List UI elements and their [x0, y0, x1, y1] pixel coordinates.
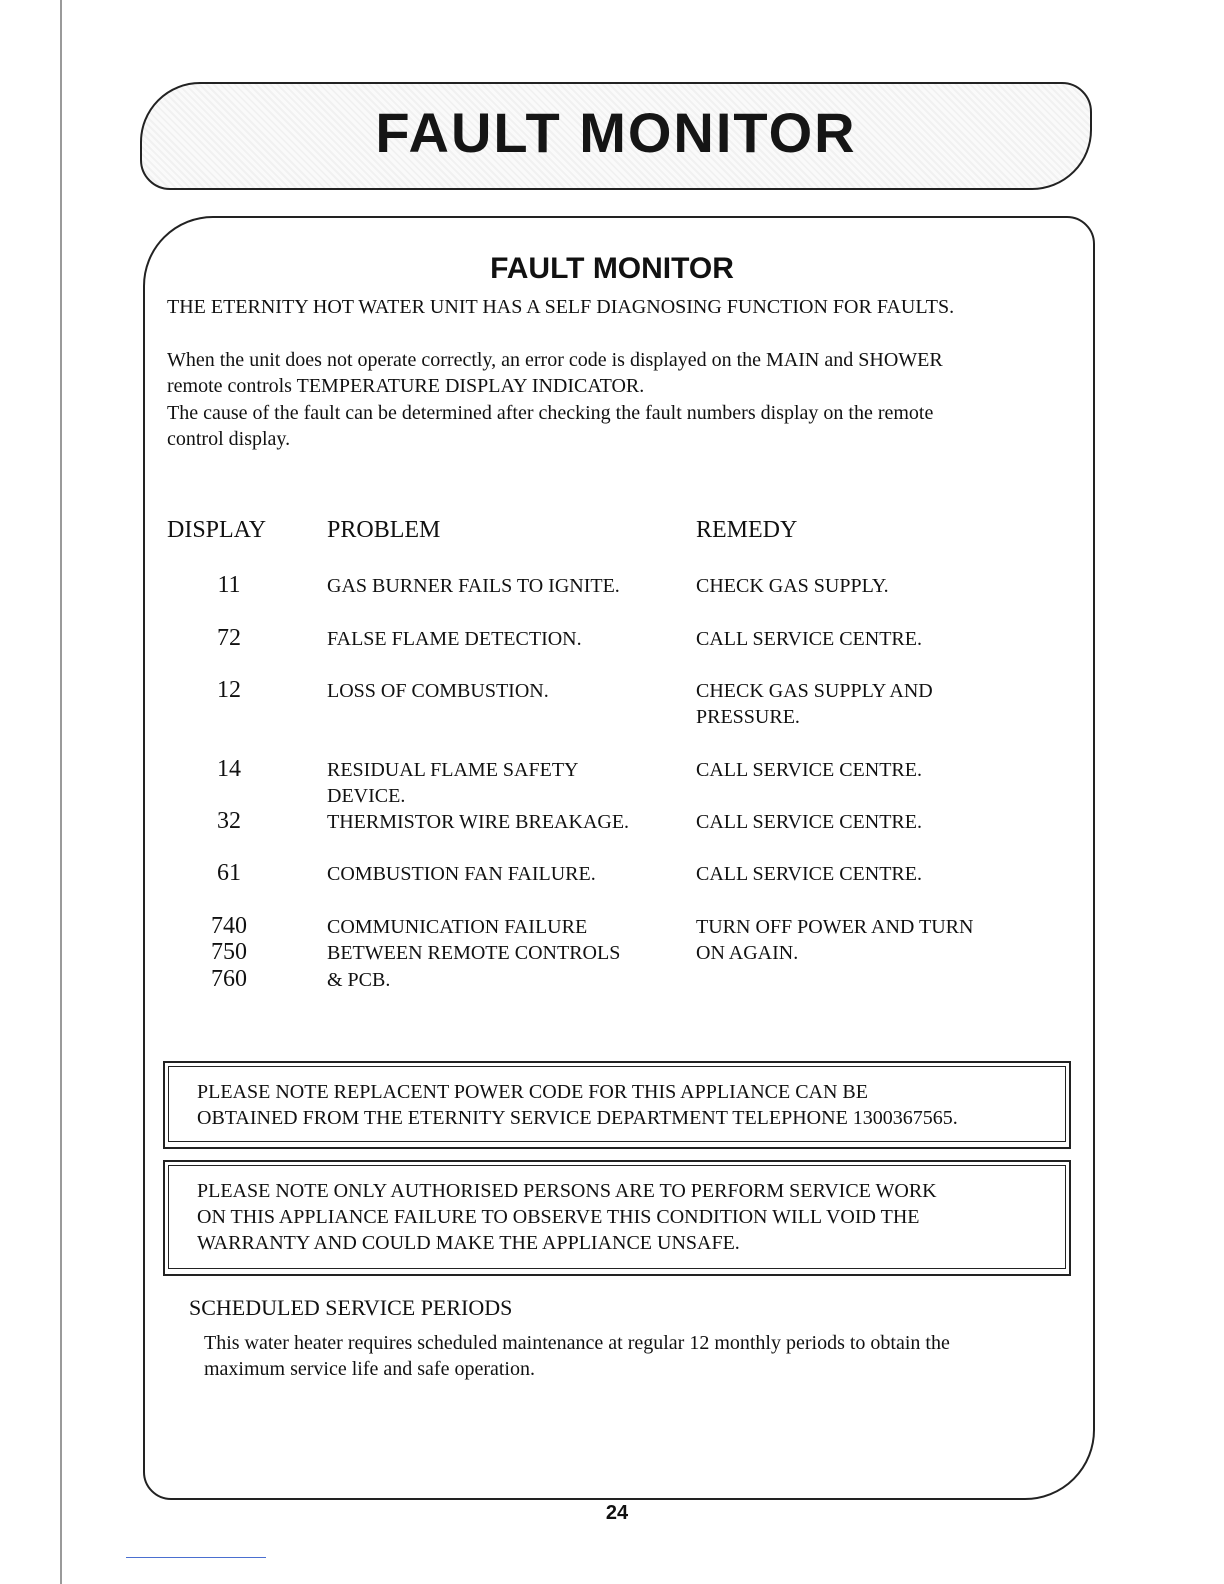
paragraph-line: remote controls TEMPERATURE DISPLAY INDICATOR.: [167, 375, 645, 397]
fault-code: 760: [211, 966, 247, 992]
fault-remedy: TURN OFF POWER AND TURN: [696, 916, 974, 938]
fault-problem: BETWEEN REMOTE CONTROLS: [327, 942, 621, 964]
fault-remedy: CHECK GAS SUPPLY AND: [696, 680, 933, 702]
fault-problem: COMMUNICATION FAILURE: [327, 916, 588, 938]
fault-problem: THERMISTOR WIRE BREAKAGE.: [327, 811, 630, 833]
note-box-power-code: [163, 1061, 1071, 1149]
fault-problem: & PCB.: [327, 969, 391, 991]
section-title: FAULT MONITOR: [490, 252, 734, 285]
column-header-remedy: REMEDY: [696, 517, 798, 543]
footnote-rule: [126, 1557, 266, 1558]
fault-remedy: CALL SERVICE CENTRE.: [696, 628, 922, 650]
fault-code: 72: [217, 625, 241, 651]
fault-code: 12: [217, 677, 241, 703]
fault-code: 11: [217, 572, 241, 598]
note-box-authorised-service: [163, 1160, 1071, 1276]
fault-problem: COMBUSTION FAN FAILURE.: [327, 863, 596, 885]
fault-remedy: CHECK GAS SUPPLY.: [696, 575, 889, 597]
page-number: 24: [605, 1502, 629, 1524]
note-text: PLEASE NOTE REPLACENT POWER CODE FOR THIS APPLIANCE CAN BE OBTAINED FROM THE ETERNITY SERVICE DEPARTMENT TELEPHONE 1300367565.: [197, 1081, 958, 1129]
column-header-display: DISPLAY: [167, 517, 267, 543]
fault-remedy: CALL SERVICE CENTRE.: [696, 759, 922, 781]
intro-line: THE ETERNITY HOT WATER UNIT HAS A SELF DIAGNOSING FUNCTION FOR FAULTS.: [167, 296, 955, 318]
fault-code: 14: [217, 756, 241, 782]
fault-code: 61: [217, 860, 241, 886]
fault-remedy: CALL SERVICE CENTRE.: [696, 811, 922, 833]
note-text: PLEASE NOTE ONLY AUTHORISED PERSONS ARE TO PERFORM SERVICE WORK ON THIS APPLIANCE FAILURE TO OBSERVE THIS CONDITION WILL VOID THE WARRANTY AND COULD MAKE THE APPLIANCE UNSAFE.: [197, 1180, 937, 1254]
binding-edge-rule: [60, 0, 62, 1584]
fault-code: 740: [211, 913, 247, 939]
fault-problem: DEVICE.: [327, 785, 406, 807]
paragraph-line: When the unit does not operate correctly, an error code is displayed on the MAIN and SHOWER: [167, 349, 943, 371]
fault-problem: RESIDUAL FLAME SAFETY: [327, 759, 579, 781]
paragraph-line: The cause of the fault can be determined after checking the fault numbers display on the remote: [167, 402, 934, 424]
fault-problem: LOSS OF COMBUSTION.: [327, 680, 549, 702]
fault-problem: FALSE FLAME DETECTION.: [327, 628, 582, 650]
fault-code: 750: [211, 939, 247, 965]
fault-problem: GAS BURNER FAILS TO IGNITE.: [327, 575, 620, 597]
title-banner: [140, 82, 1092, 190]
fault-remedy: PRESSURE.: [696, 706, 800, 728]
service-text-line: maximum service life and safe operation.: [204, 1358, 535, 1380]
fault-code: 32: [217, 808, 241, 834]
fault-remedy: ON AGAIN.: [696, 942, 799, 964]
banner-title: FAULT MONITOR: [375, 101, 857, 164]
paragraph-line: control display.: [167, 428, 291, 450]
service-text-line: This water heater requires scheduled maintenance at regular 12 monthly periods to obtain the: [204, 1332, 950, 1354]
service-heading: SCHEDULED SERVICE PERIODS: [189, 1295, 513, 1320]
fault-remedy: CALL SERVICE CENTRE.: [696, 863, 922, 885]
column-header-problem: PROBLEM: [327, 517, 441, 543]
